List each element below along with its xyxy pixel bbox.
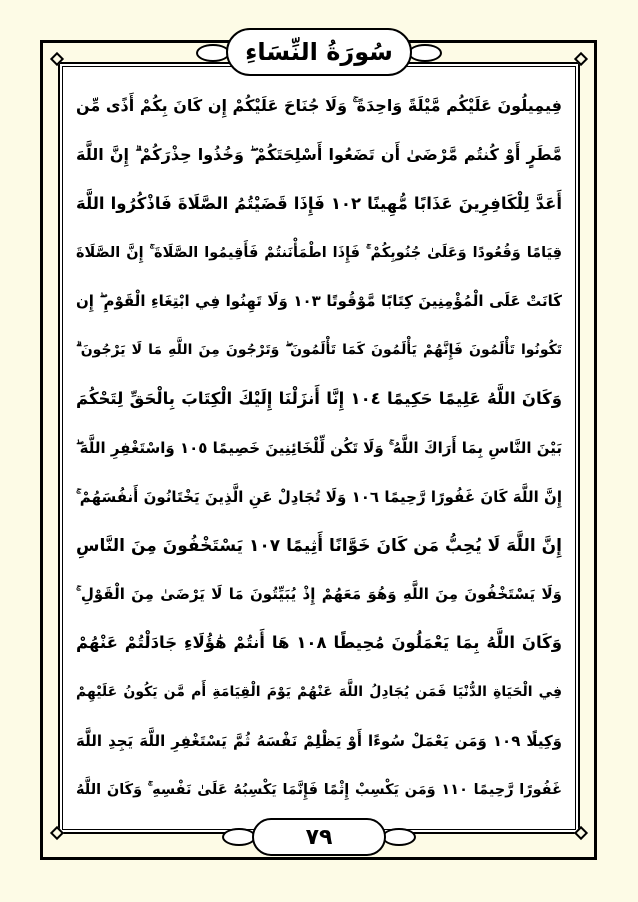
verse-line: وَكَانَ اللَّهُ بِمَا يَعْمَلُونَ مُحِيطًا ١٠٨ هَا أَنتُمْ هَٰؤُلَاءِ جَادَلْتُمْ عَنْهُمْ (76, 633, 562, 653)
page-number-cartouche (252, 818, 386, 856)
verse-line: إِنَّ اللَّهَ كَانَ غَفُورًا رَّحِيمًا ١٠٦ وَلَا تُجَادِلْ عَنِ الَّذِينَ يَخْتَانُونَ أَنفُسَهُمْ ۚ (76, 487, 562, 506)
header-ornament-right (408, 44, 442, 62)
verse-line: بَيْنَ النَّاسِ بِمَا أَرَاكَ اللَّهُ ۚ وَلَا تَكُن لِّلْخَائِنِينَ خَصِيمًا ١٠٥ وَاسْتَغْفِرِ اللَّهَ ۖ (76, 438, 562, 457)
verse-line: غَفُورًا رَّحِيمًا ١١٠ وَمَن يَكْسِبْ إِثْمًا فَإِنَّمَا يَكْسِبُهُ عَلَىٰ نَفْسِهِ ۚ وَكَانَ اللَّهُ (76, 781, 562, 798)
verse-line: إِنَّ اللَّهَ لَا يُحِبُّ مَن كَانَ خَوَّانًا أَثِيمًا ١٠٧ يَسْتَخْفُونَ مِنَ النَّاسِ (76, 535, 562, 556)
verse-line: أَعَدَّ لِلْكَافِرِينَ عَذَابًا مُّهِينًا ١٠٢ فَإِذَا قَضَيْتُمُ الصَّلَاةَ فَاذْكُرُوا اللَّهَ (76, 193, 562, 213)
verse-line: تَكُونُوا تَأْلَمُونَ فَإِنَّهُمْ يَأْلَمُونَ كَمَا تَأْلَمُونَ ۖ وَتَرْجُونَ مِنَ اللَّهِ مَا لَا يَرْجُونَ ۗ (76, 342, 562, 359)
surah-title-cartouche (226, 28, 412, 76)
verse-line: كَانَتْ عَلَى الْمُؤْمِنِينَ كِتَابًا مَّوْقُوتًا ١٠٣ وَلَا تَهِنُوا فِي ابْتِغَاءِ الْقَوْمِ ۖ إِن (76, 292, 562, 311)
verse-line: وَكِيلًا ١٠٩ وَمَن يَعْمَلْ سُوءًا أَوْ يَظْلِمْ نَفْسَهُ ثُمَّ يَسْتَغْفِرِ اللَّهَ يَجِدِ اللَّهَ (76, 731, 562, 750)
verse-line: فِي الْحَيَاةِ الدُّنْيَا فَمَن يُجَادِلُ اللَّهَ عَنْهُمْ يَوْمَ الْقِيَامَةِ أَم مَّن يَكُونُ عَلَيْهِمْ (76, 684, 562, 701)
header-ornament-left (196, 44, 230, 62)
verse-line: وَلَا يَسْتَخْفُونَ مِنَ اللَّهِ وَهُوَ مَعَهُمْ إِذْ يُبَيِّتُونَ مَا لَا يَرْضَىٰ مِنَ الْقَوْلِ ۚ (76, 585, 562, 604)
verse-line: مَّطَرٍ أَوْ كُنتُم مَّرْضَىٰ أَن تَضَعُوا أَسْلِحَتَكُمْ ۖ وَخُذُوا حِذْرَكُمْ ۗ إِنَّ اللَّهَ (76, 144, 562, 164)
verses-text-block (76, 84, 562, 812)
verse-line: قِيَامًا وَقُعُودًا وَعَلَىٰ جُنُوبِكُمْ ۚ فَإِذَا اطْمَأْنَنتُمْ فَأَقِيمُوا الصَّلَاةَ ۚ إِنَّ الصَّلَاةَ (76, 244, 562, 261)
verse-line: فِيمِيلُونَ عَلَيْكُم مَّيْلَةً وَاحِدَةً ۚ وَلَا جُنَاحَ عَلَيْكُمْ إِن كَانَ بِكُمْ أَذًى مِّن (76, 96, 562, 115)
footer-ornament-right (382, 828, 416, 846)
verse-line: وَكَانَ اللَّهُ عَلِيمًا حَكِيمًا ١٠٤ إِنَّا أَنزَلْنَا إِلَيْكَ الْكِتَابَ بِالْحَقِّ لِتَحْكُمَ (76, 389, 562, 409)
footer-ornament-left (222, 828, 256, 846)
surah-title: سُورَةُ النِّسَاءِ (245, 38, 393, 66)
page-number: ٧٩ (305, 824, 333, 850)
